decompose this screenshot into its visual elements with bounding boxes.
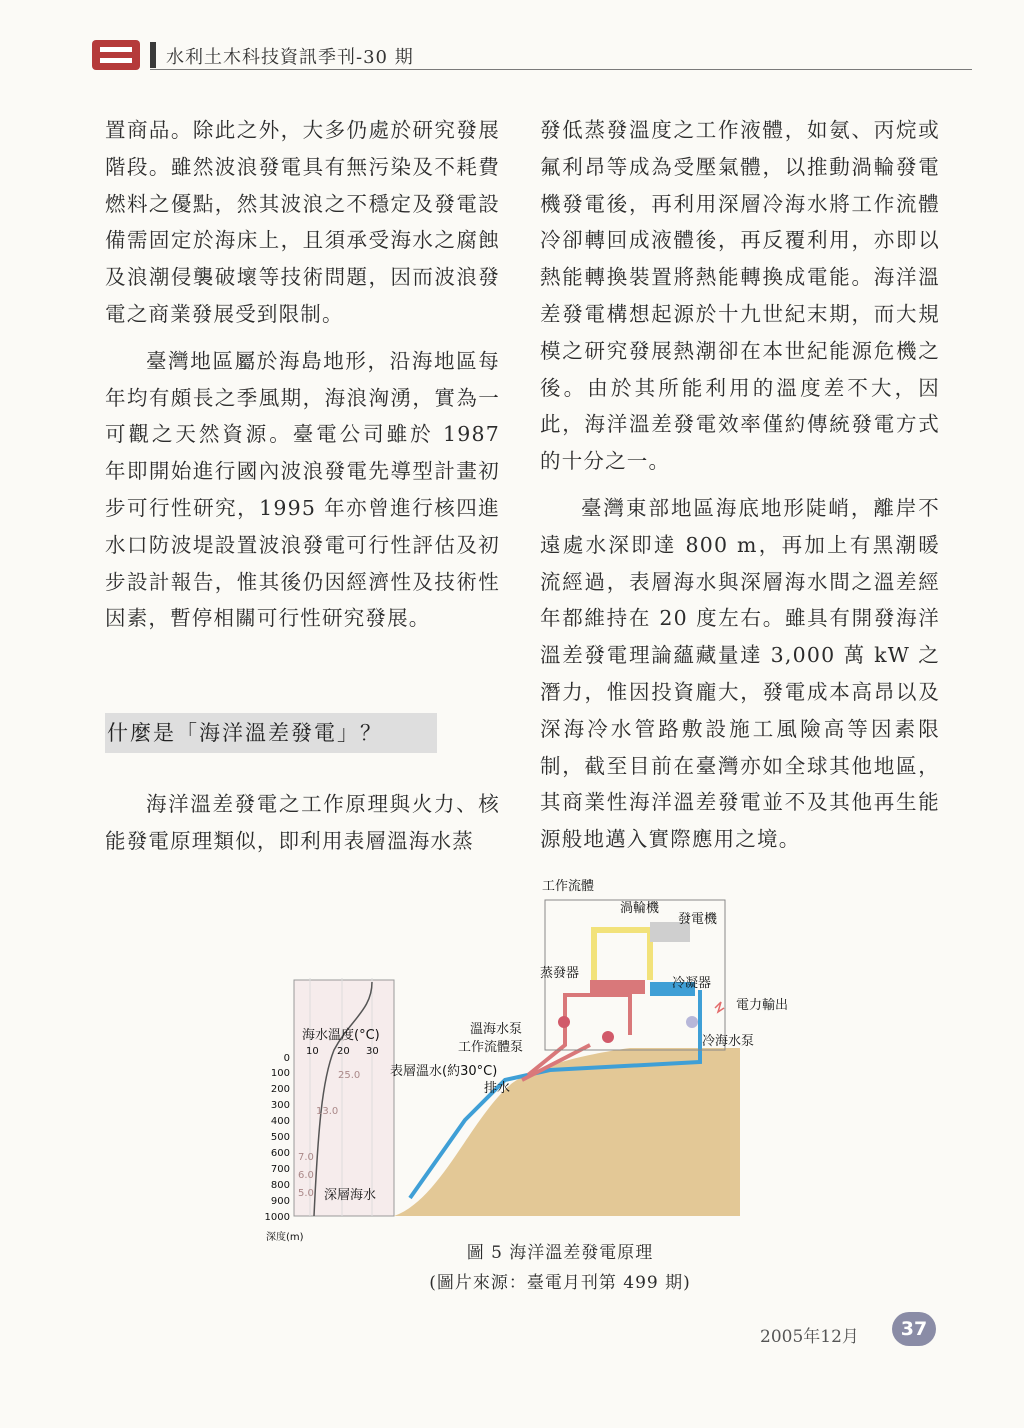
left-paragraph-1: 置商品。除此之外，大多仍處於研究發展階段。雖然波浪發電具有無污染及不耗費燃料之優點，然其波浪之不穩定及發電設備需固定於海床上，且須承受海水之腐蝕及浪潮侵襲破壞等技術問題，因而波浪發電之商業發展受到限制。 — [105, 118, 500, 326]
label-fluid-pump: 工作流體泵 — [458, 1040, 524, 1055]
label-condenser: 冷凝器 — [672, 976, 712, 991]
right-paragraph-2: 臺灣東部地區海底地形陡峭，離岸不遠處水深即達 800 m，再加上有黑潮暖流經過，表層海水與深層海水間之溫差經年都維持在 20 度左右。雖具有開發海洋溫差發電理論蘊藏量達 3,000 萬 kW 之潛力，惟因投資龐大，發電成本高昂以及深海冷水管路敷設施工風險高等因素限制，截至目前在臺灣亦如全球其他地區，其商業性海洋溫差發電並不及其他再生能源般地邁入實際應用之境。 — [540, 495, 940, 852]
label-generator: 發電機 — [678, 912, 718, 927]
issue-date: 2005年12月 — [760, 1327, 859, 1347]
left-column — [105, 112, 500, 647]
cold-pump-icon — [686, 1016, 698, 1028]
depth-tick: 100 — [270, 1068, 290, 1079]
fluid-pump-icon — [602, 1031, 614, 1043]
profile-value: 25.0 — [338, 1070, 361, 1081]
profile-value: 5.0 — [298, 1188, 314, 1199]
left-paragraph-3: 海洋溫差發電之工作原理與火力、核能發電原理類似，即利用表層溫海水蒸 — [105, 792, 500, 853]
journal-logo — [92, 40, 140, 70]
temp-tick-10: 10 — [306, 1046, 319, 1057]
page-header — [92, 38, 972, 72]
figure-caption — [360, 1238, 760, 1298]
right-column — [540, 112, 940, 868]
depth-tick: 0 — [283, 1053, 290, 1064]
caption-source: (圖片來源：臺電月刊第 499 期) — [429, 1273, 691, 1293]
temp-tick-30: 30 — [366, 1046, 379, 1057]
label-turbine: 渦輪機 — [620, 901, 660, 916]
evaporator-unit — [590, 980, 645, 994]
header-divider — [150, 42, 156, 68]
depth-tick: 500 — [270, 1132, 290, 1143]
temp-tick-20: 20 — [337, 1046, 350, 1057]
depth-tick: 300 — [270, 1100, 290, 1111]
caption-title: 圖 5 海洋溫差發電原理 — [466, 1243, 654, 1263]
label-temp-axis: 海水溫度(°C) — [302, 1028, 380, 1043]
left-column-lower — [105, 786, 500, 870]
profile-value: 6.0 — [298, 1170, 314, 1181]
warm-pump-icon — [558, 1016, 570, 1028]
journal-title: 水利土木科技資訊季刊-30 期 — [166, 47, 414, 68]
label-depth-axis: 深度(m) — [266, 1232, 304, 1243]
power-output-icon — [715, 1002, 724, 1012]
label-warm-pump: 溫海水泵 — [470, 1022, 523, 1037]
page-number: 37 — [892, 1312, 936, 1346]
working-fluid-loop — [594, 930, 650, 980]
depth-tick: 800 — [270, 1180, 290, 1191]
profile-value: 13.0 — [316, 1106, 339, 1117]
depth-tick: 400 — [270, 1116, 290, 1127]
label-deep-water: 深層海水 — [324, 1188, 377, 1203]
right-paragraph-1: 發低蒸發溫度之工作液體，如氨、丙烷或氟利昂等成為受壓氣體，以推動渦輪發電機發電後，再利用深層冷海水將工作流體冷卻轉回成液體後，再反覆利用，亦即以熱能轉換裝置將熱能轉換成電能。海洋溫差發電構想起源於十九世紀末期，而大規模之研究發展熱潮卻在本世紀能源危機之後。由於其所能利用的溫度差不大，因此，海洋溫差發電效率僅約傳統發電方式的十分之一。 — [540, 118, 940, 474]
profile-value: 7.0 — [298, 1152, 314, 1163]
label-working-fluid: 工作流體 — [542, 879, 595, 894]
depth-tick: 1000 — [264, 1212, 290, 1223]
left-paragraph-2: 臺灣地區屬於海島地形，沿海地區每年均有頗長之季風期，海浪洶湧，實為一可觀之天然資源。臺電公司雖於 1987 年即開始進行國內波浪發電先導型計畫初步可行性研究，1995 年亦曾進行核四進水口防波堤設置波浪發電可行性評估及初步設計報告，惟其後仍因經濟性及技術性因素，暫停相關可行性研究發展。 — [105, 348, 500, 631]
label-power-output: 電力輸出 — [736, 998, 789, 1013]
label-cold-pump: 冷海水泵 — [702, 1034, 755, 1049]
depth-tick: 900 — [270, 1196, 290, 1207]
depth-tick: 200 — [270, 1084, 290, 1095]
label-surface-water: 表層溫水(約30°C) — [390, 1064, 498, 1079]
header-rule — [150, 69, 972, 70]
depth-tick: 700 — [270, 1164, 290, 1175]
label-evaporator: 蒸發器 — [540, 966, 580, 981]
depth-tick: 600 — [270, 1148, 290, 1159]
section-heading: 什麼是「海洋溫差發電」？ — [105, 713, 437, 753]
label-drainage: 排水 — [484, 1081, 511, 1096]
otec-diagram — [260, 870, 820, 1270]
